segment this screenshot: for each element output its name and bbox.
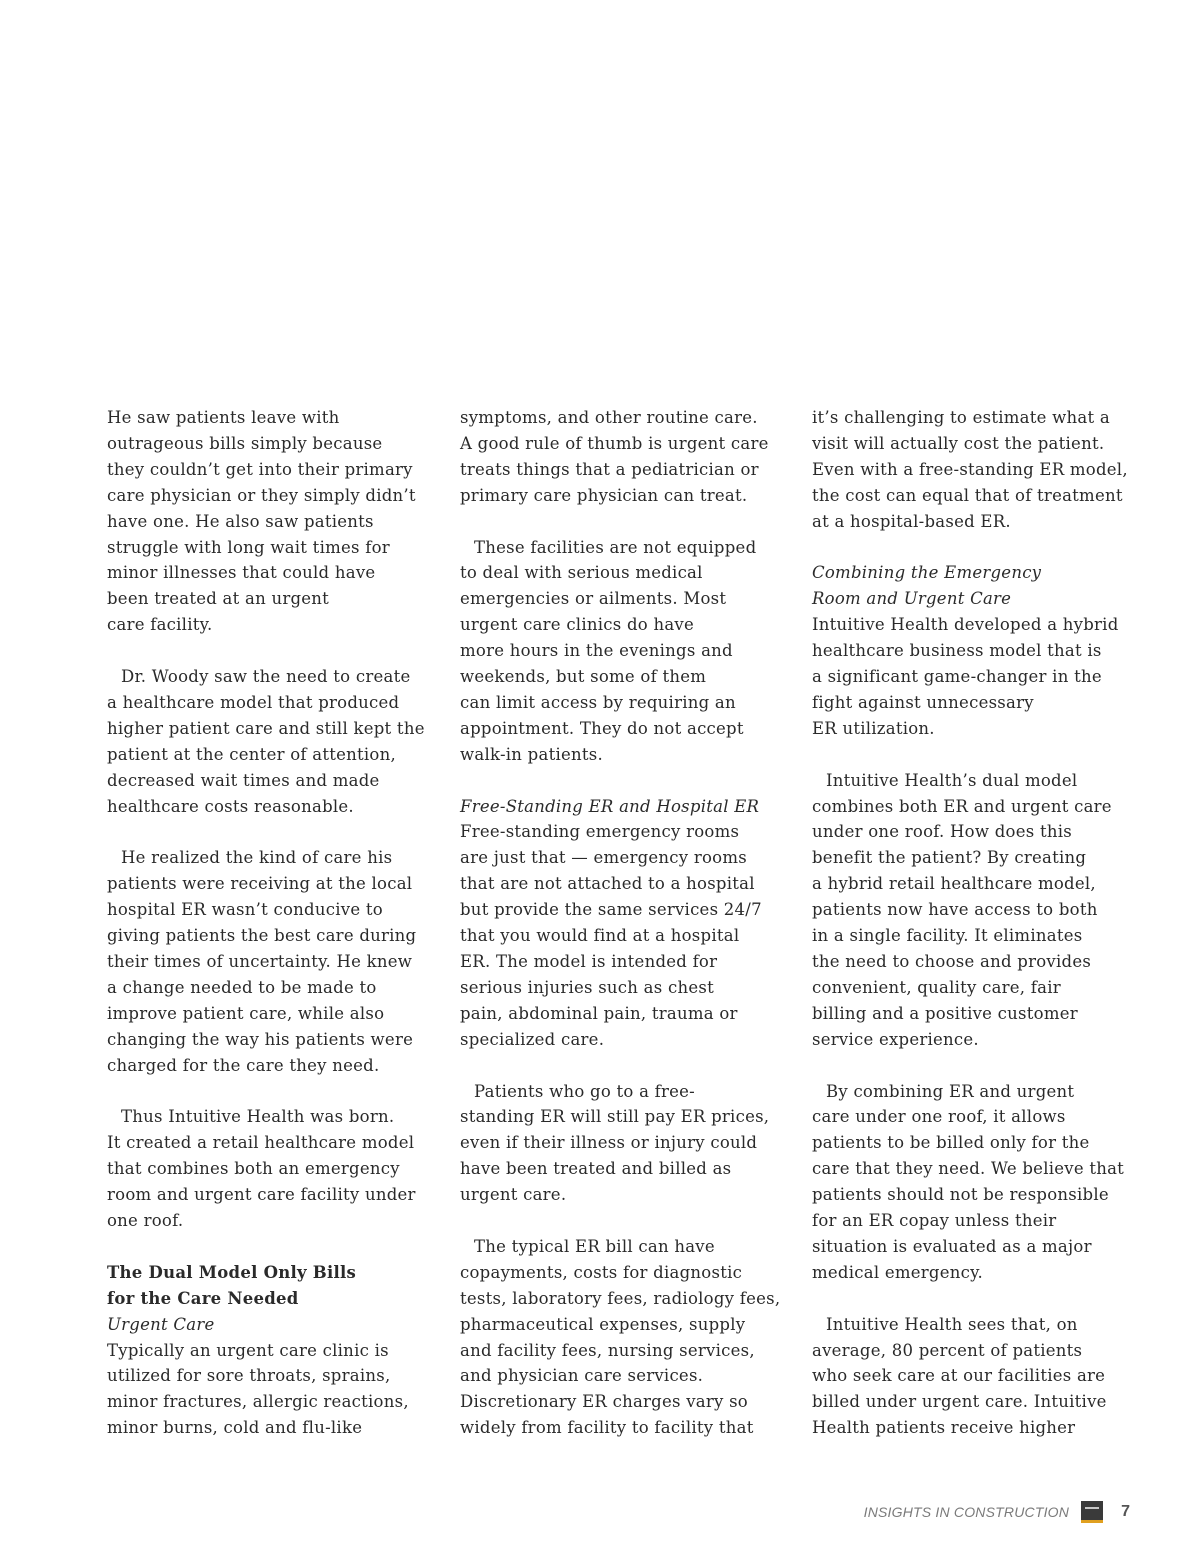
paragraph: Typically an urgent care clinic is utilized for sore throats, sprains, minor fractures, allergic reactions, minor burns, cold and flu-like [107,1340,409,1438]
article-body [107,405,1137,1445]
paragraph: These facilities are not equipped to deal with serious medical emergencies or ailments. Most urgent care clinics do have more hours in the evenings and weekends, but some of them can limit access by requiring an appointment. They do not accept walk-in patients. [460,537,757,764]
article-column-3 [812,405,1142,1441]
page-number: 7 [1121,1503,1130,1520]
paragraph: Intuitive Health’s dual model combines both ER and urgent care under one roof. How does this benefit the patient? By creating a hybrid retail healthcare model, patients now have access to both in a single facility. It eliminates the need to choose and provides convenient, quality care, fair billing and a positive customer service experience. [812,770,1112,1049]
paragraph: symptoms, and other routine care. A good rule of thumb is urgent care treats things that a pediatrician or primary care physician can treat. [460,408,769,505]
publication-name: INSIGHTS IN CONSTRUCTION [863,1504,1070,1520]
paragraph: He saw patients leave with outrageous bills simply because they couldn’t get into their primary care physician or they simply didn’t have one. He also saw patients struggle with long wait times for minor illnesses that could have been treated at an urgent care facility. [107,408,416,635]
section-subheading: Combining the Emergency Room and Urgent Care [812,563,1042,609]
paragraph: By combining ER and urgent care under one roof, it allows patients to be billed only for the care that they need. We believe that patients should not be responsible for an ER copay unless their situation is evaluated as a major medical emergency. [812,1081,1125,1282]
page-footer [864,1500,1130,1524]
paragraph: it’s challenging to estimate what a visit will actually cost the patient. Even with a free-standing ER model, the cost can equal that of treatment at a hospital-based ER. [812,408,1128,531]
paragraph: Free-standing emergency rooms are just that — emergency rooms that are not attached to a hospital but provide the same services 24/7 that you would find at a hospital ER. The model is intended for serious injuries such as chest pain, abdominal pain, trauma or specialized care. [460,822,762,1049]
paragraph: The typical ER bill can have copayments, costs for diagnostic tests, laboratory fees, radiology fees, pharmaceutical expenses, supply and facility fees, nursing services, and physician care services. Discretionary ER charges vary so widely from facility to facility that [460,1236,781,1438]
magazine-logo-icon [1081,1501,1103,1523]
paragraph: Intuitive Health developed a hybrid healthcare business model that is a significant game-changer in the fight against unnecessary ER utilization. [812,615,1119,738]
paragraph: Intuitive Health sees that, on average, 80 percent of patients who seek care at our facilities are billed under urgent care. Intuitive Health patients receive higher [812,1314,1107,1438]
paragraph: Dr. Woody saw the need to create a healthcare model that produced higher patient care and still kept the patient at the center of attention, decreased wait times and made healthcare costs reasonable. [107,667,425,816]
paragraph: Patients who go to a free- standing ER will still pay ER prices, even if their illness or injury could have been treated and billed as urgent care. [460,1081,770,1205]
paragraph: Thus Intuitive Health was born. It created a retail healthcare model that combines both an emergency room and urgent care facility under one roof. [107,1107,416,1231]
article-column-2 [460,405,790,1441]
paragraph: He realized the kind of care his patients were receiving at the local hospital ER wasn’t conducive to giving patients the best care during their times of uncertainty. He knew a change needed to be made to improve patient care, while also changing the way his patients were charged for the care they need. [107,848,417,1075]
section-subheading: Urgent Care [107,1314,215,1334]
article-column-1 [107,405,437,1441]
section-subheading: Free-Standing ER and Hospital ER [460,796,760,816]
section-heading: The Dual Model Only Bills for the Care Needed [107,1262,357,1308]
